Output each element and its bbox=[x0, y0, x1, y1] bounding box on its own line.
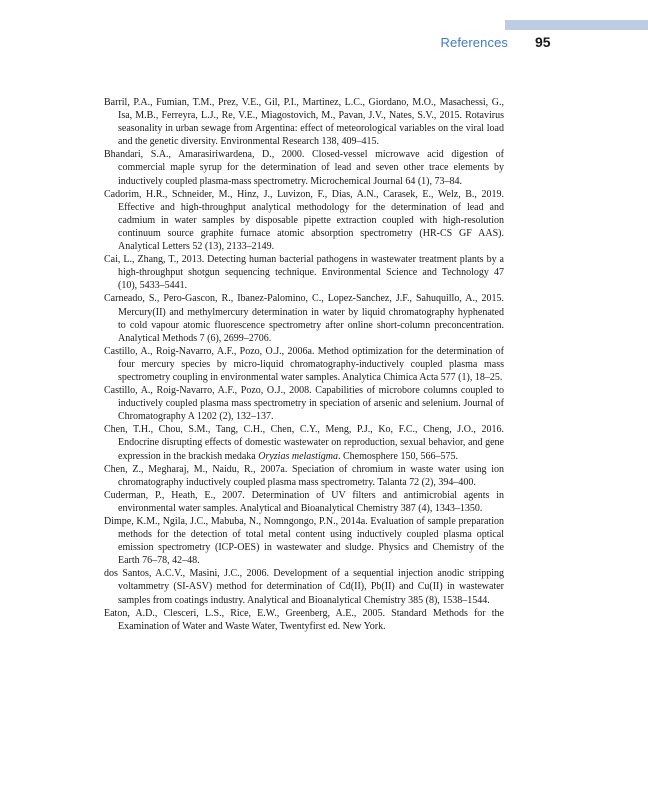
reference-entry: Bhandari, S.A., Amarasiriwardena, D., 2000. Closed-vessel microwave acid digestion of commercial maple syrup for the determination of lead and seven other trace elements by inductively coupled plasma-mass spectrometry. Microchemical Journal 64 (1), 73–84. bbox=[104, 149, 504, 187]
reference-entry: Chen, T.H., Chou, S.M., Tang, C.H., Chen, C.Y., Meng, P.J., Ko, F.C., Cheng, J.O., 2016. Endocrine disrupting effects of domestic wastewater on reproduction, sexual behavior, and gene expression in the brackish medaka Oryzias melastigma. Chemosphere 150, 566–575. bbox=[104, 424, 504, 462]
reference-entry: Cuderman, P., Heath, E., 2007. Determination of UV filters and antimicrobial agents in environmental water samples. Analytical and Bioanalytical Chemistry 387 (4), 1343–1350. bbox=[104, 489, 504, 514]
reference-entry: Carneado, S., Pero-Gascon, R., Ibanez-Palomino, C., Lopez-Sanchez, J.F., Sahuquillo, A., 2015. Mercury(II) and methylmercury determination in water by liquid chromatography hyphenated to cold vapour atomic fluorescence spectrometry after online short-column preconcentration. Analytical Methods 7 (6), 2699–2706. bbox=[104, 293, 504, 344]
reference-entry: Cai, L., Zhang, T., 2013. Detecting human bacterial pathogens in wastewater treatment plants by a high-throughput shotgun sequencing technique. Environmental Science and Technology 47 (10), 5433–5441. bbox=[104, 254, 504, 292]
reference-entry: Dimpe, K.M., Ngila, J.C., Mabuba, N., Nomngongo, P.N., 2014a. Evaluation of sample preparation methods for the detection of total metal content using inductively coupled plasma optical emission spectrometry (ICP-OES) in wastewater and sludge. Physics and Chemistry of the Earth 76–78, 42–48. bbox=[104, 516, 504, 567]
reference-entry: Cadorim, H.R., Schneider, M., Hinz, J., Luvizon, F., Dias, A.N., Carasek, E., Welz, B., 2019. Effective and high-throughput analytical methodology for the determination of lead and cadmium in water samples by disposable pipette extraction coupled with high-resolution continuum source graphite furnace atomic absorption spectrometry (HR-CS GF AAS). Analytical Letters 52 (13), 2133–2149. bbox=[104, 188, 504, 253]
reference-entry: Castillo, A., Roig-Navarro, A.F., Pozo, O.J., 2006a. Method optimization for the determination of four mercury species by micro-liquid chromatography-inductively coupled plasma mass spectrometry coupling in environmental water samples. Analytica Chimica Acta 577 (1), 18–25. bbox=[104, 345, 504, 383]
reference-entry: Eaton, A.D., Clesceri, L.S., Rice, E.W., Greenberg, A.E., 2005. Standard Methods for the Examination of Water and Waste Water, Twentyfirst ed. New York. bbox=[104, 607, 504, 632]
reference-list bbox=[104, 96, 504, 633]
running-header bbox=[0, 34, 648, 54]
reference-entry: Barril, P.A., Fumian, T.M., Prez, V.E., Gil, P.I., Martinez, L.C., Giordano, M.O., Masachessi, G., Isa, M.B., Ferreyra, L.J., Re, V.E., Miagostovich, M., Pavan, J.V., Nates, S.V., 2015. Rotavirus seasonality in urban sewage from Argentina: effect of meteorological variables on the viral load and the genetic diversity. Environmental Research 138, 409–415. bbox=[104, 97, 504, 148]
header-accent-bar bbox=[505, 20, 648, 30]
species-name: Oryzias melastigma bbox=[258, 450, 338, 462]
reference-entry: Chen, Z., Megharaj, M., Naidu, R., 2007a. Speciation of chromium in waste water using ion chromatography inductively coupled plasma mass spectrometry. Talanta 72 (2), 394–400. bbox=[104, 463, 504, 488]
page-number: 95 bbox=[535, 34, 551, 50]
reference-entry: Castillo, A., Roig-Navarro, A.F., Pozo, O.J., 2008. Capabilities of microbore columns coupled to inductively coupled plasma mass spectrometry in speciation of arsenic and selenium. Journal of Chromatography A 1202 (2), 132–137. bbox=[104, 385, 504, 423]
reference-entry: dos Santos, A.C.V., Masini, J.C., 2006. Development of a sequential injection anodic stripping voltammetry (SI-ASV) method for determination of Cd(II), Pb(II) and Cu(II) in wastewater samples from coatings industry. Analytical and Bioanalytical Chemistry 385 (8), 1538–1544. bbox=[104, 568, 504, 606]
section-title: References bbox=[440, 35, 508, 50]
